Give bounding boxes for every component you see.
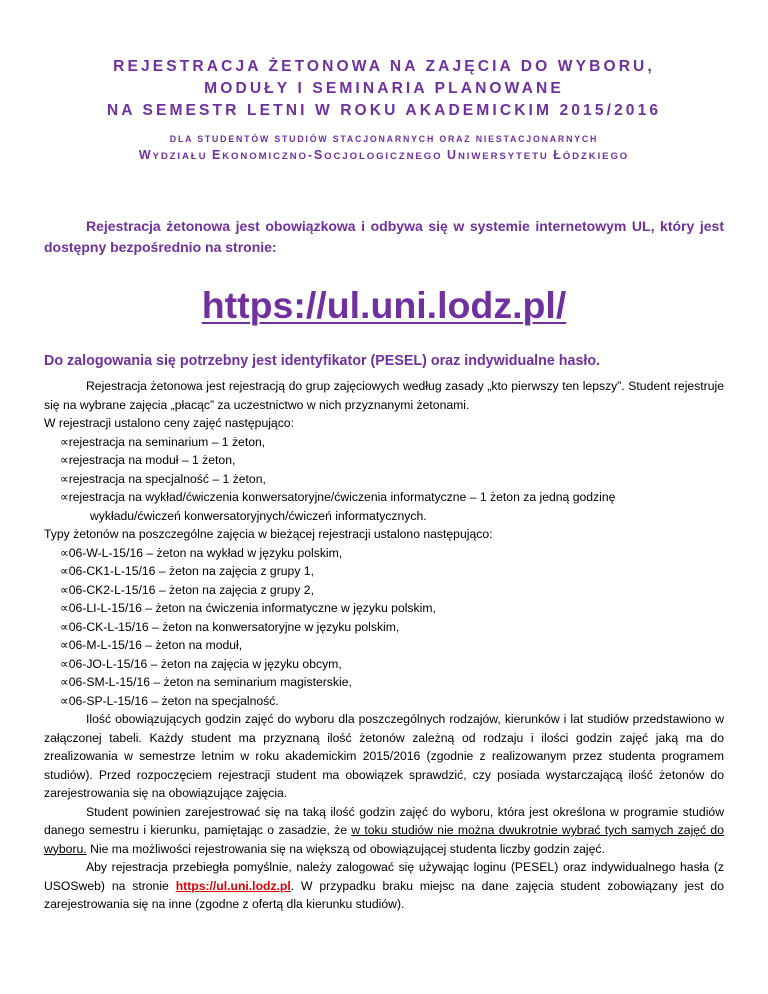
list-item: ∝06-LI-L-15/16 – żeton na ćwiczenia informatyczne w języku polskim, bbox=[60, 601, 436, 615]
bullet-icon: ∝ bbox=[60, 545, 69, 560]
list-item: ∝06-SM-L-15/16 – żeton na seminarium magisterskie, bbox=[60, 675, 352, 689]
title-line-2: MODUŁY I SEMINARIA PLANOWANE bbox=[204, 80, 564, 97]
bullet-icon: ∝ bbox=[60, 564, 69, 578]
bullet-icon: ∝ bbox=[60, 490, 69, 504]
list-item: ∝06-JO-L-15/16 – żeton na zajęcia w języku obcym, bbox=[60, 656, 342, 671]
bullet-icon: ∝ bbox=[60, 434, 69, 449]
main-url-block bbox=[44, 284, 724, 327]
list-item: ∝06-W-L-15/16 – żeton na wykład w języku polskim, bbox=[60, 545, 343, 560]
list-item: ∝rejestracja na specjalność – 1 żeton, bbox=[60, 471, 266, 486]
bullet-icon: ∝ bbox=[60, 638, 69, 652]
login-note: Do zalogowania się potrzebny jest identyfikator (PESEL) oraz indywidualne hasło. bbox=[44, 353, 601, 369]
paragraph-3: Typy żetonów na poszczególne zajęcia w bieżącej rejestracji ustalono następująco: bbox=[44, 527, 493, 541]
main-url-link[interactable]: https://ul.uni.lodz.pl/ bbox=[201, 284, 567, 326]
list-item: ∝rejestracja na seminarium – 1 żeton, bbox=[60, 434, 266, 449]
bullet-icon: ∝ bbox=[60, 453, 69, 467]
subtitle-faculty: WYDZIAŁU EKONOMICZNO-SOCJOLOGICZNEGO UNIWERSYTETU ŁÓDZKIEGO bbox=[138, 148, 630, 162]
list-item: ∝06-SP-L-15/16 – żeton na specjalność. bbox=[60, 693, 279, 708]
bullet-icon: ∝ bbox=[60, 619, 69, 634]
paragraph-6: Aby rejestracja przebiegła pomyślnie, należy zalogować się używając loginu (PESEL) oraz indywidualnego hasła (z USOSweb) na stronie https://ul.uni.lodz.pl. W przypadku braku miejsc na dane zajęcia student zobowiązany jest do zarejestrowania się na inne (zgodne z ofertą dla kierunku studiów). bbox=[44, 860, 724, 911]
bullet-icon: ∝ bbox=[60, 471, 69, 486]
document-header bbox=[44, 0, 724, 164]
bullet-icon: ∝ bbox=[60, 693, 69, 708]
bullet-icon: ∝ bbox=[60, 601, 69, 615]
bullet-icon: ∝ bbox=[60, 675, 69, 689]
intro-paragraph: Rejestracja żetonowa jest obowiązkowa i odbywa się w systemie internetowym UL, który jest dostępny bezpośrednio na stronie: bbox=[44, 218, 724, 255]
title-line-1: REJESTRACJA ŻETONOWA NA ZAJĘCIA DO WYBORU, bbox=[113, 58, 655, 75]
subtitle-students: DLA STUDENTÓW STUDIÓW STACJONARNYCH ORAZ NIESTACJONARNYCH bbox=[169, 134, 599, 144]
underlined-rule: w toku studiów nie można dwukrotnie wybrać tych samych zajęć do wyboru. bbox=[44, 823, 724, 856]
token-list bbox=[44, 544, 724, 711]
login-url-link[interactable]: https://ul.uni.lodz.pl bbox=[175, 878, 291, 893]
list-item: ∝rejestracja na moduł – 1 żeton, bbox=[60, 453, 236, 467]
list-item: ∝06-M-L-15/16 – żeton na moduł, bbox=[60, 638, 243, 652]
paragraph-4: Ilość obowiązujących godzin zajęć do wyboru dla poszczególnych rodzajów, kierunków i lat studiów przedstawiono w załączonej tabeli. Każdy student ma przyznaną ilość żetonów zależną od rodzaju i ilości godzin zajęć jaką ma do zrealizowania w semestrze letnim w roku akademickim 2015/2016 (zgodnie z realizowanym przez studenta programem studiów). Przed rozpoczęciem rejestracji student ma obowiązek sprawdzić, czy posiada wystarczającą ilość żetonów do zarejestrowania się na obowiązujące zajęcia. bbox=[44, 712, 724, 800]
list-item: ∝06-CK2-L-15/16 – żeton na zajęcia z grupy 2, bbox=[60, 582, 314, 597]
bullet-icon: ∝ bbox=[60, 656, 69, 671]
list-item: ∝rejestracja na wykład/ćwiczenia konwersatoryjne/ćwiczenia informatyczne – 1 żeton za jedną godzinę wykładu/ćwiczeń konwersatoryjnych/ćwiczeń informatycznych. bbox=[60, 490, 616, 523]
list-item: ∝06-CK1-L-15/16 – żeton na zajęcia z grupy 1, bbox=[60, 564, 314, 578]
title-line-3: NA SEMESTR LETNI W ROKU AKADEMICKIM 2015/2016 bbox=[106, 102, 662, 119]
price-list bbox=[44, 433, 724, 526]
document-body bbox=[44, 377, 724, 914]
paragraph-1: Rejestracja żetonowa jest rejestracją do grup zajęciowych według zasady „kto pierwszy ten lepszy”. Student rejestruje się na wybrane zajęcia „płacąc” za uczestnictwo w nich przyznanymi żetonami. bbox=[44, 379, 724, 412]
list-item: ∝06-CK-L-15/16 – żeton na konwersatoryjne w języku polskim, bbox=[60, 619, 400, 634]
paragraph-2: W rejestracji ustalono ceny zajęć następująco: bbox=[44, 416, 294, 430]
bullet-icon: ∝ bbox=[60, 582, 69, 597]
paragraph-5: Student powinien zarejestrować się na taką ilość godzin zajęć do wyboru, która jest określona w programie studiów danego semestru i kierunku, pamiętając o zasadzie, że w toku studiów nie można dwukrotnie wybrać tych samych zajęć do wyboru. Nie ma możliwości rejestrowania się na większą od obowiązującej studenta liczby godzin zajęć. bbox=[44, 804, 724, 856]
